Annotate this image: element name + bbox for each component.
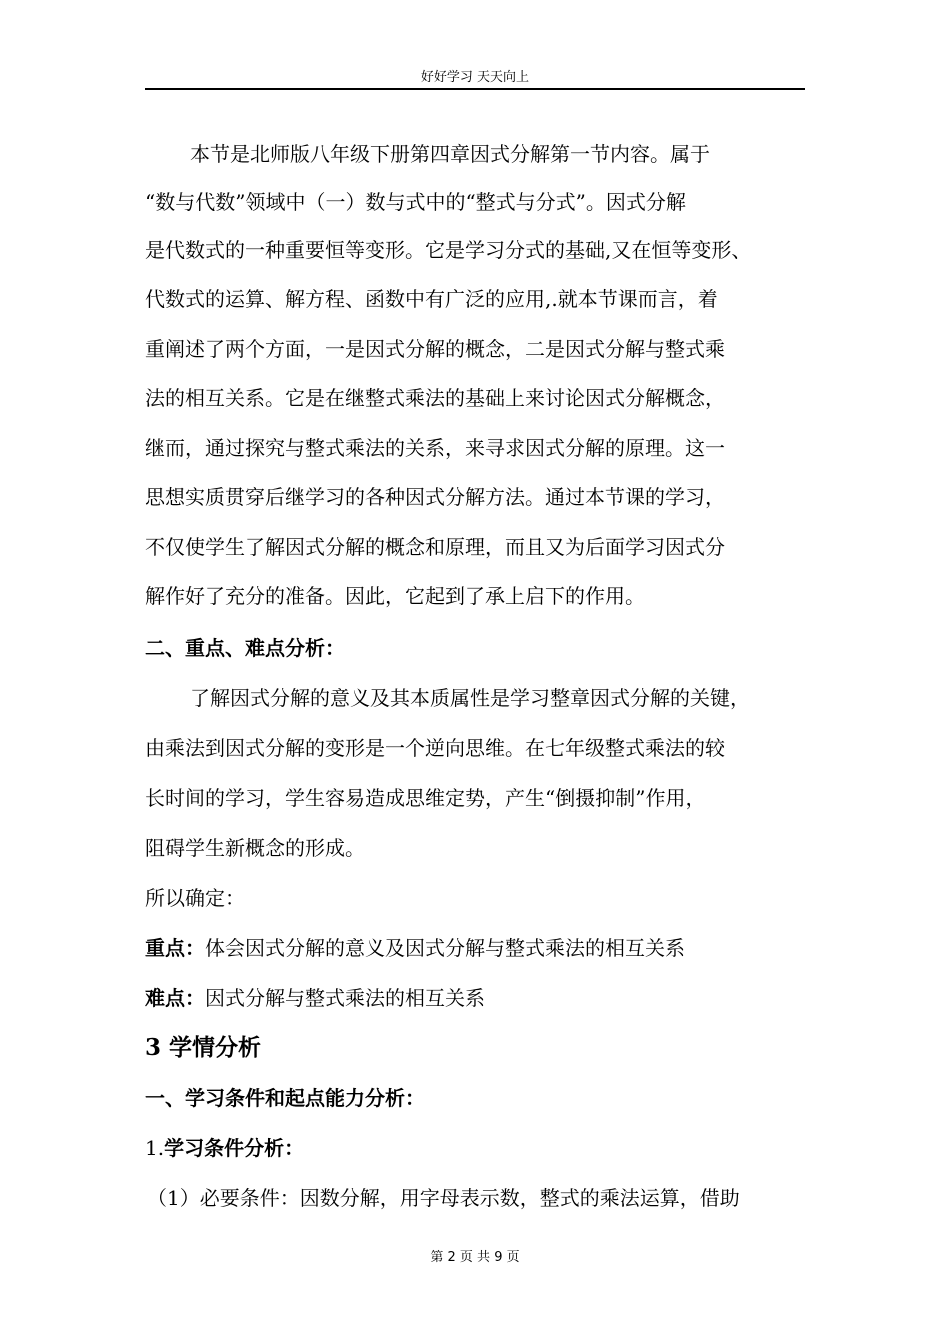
subsection-1-heading: 一、学习条件和起点能力分析：	[145, 1086, 425, 1110]
paragraph-2-line-4: 阻碍学生新概念的形成。	[145, 836, 365, 860]
paragraph-1-line-2: “数与代数”领域中（一）数与式中的“整式与分式”。因式分解	[145, 190, 686, 214]
paragraph-1-line-1: 本节是北师版八年级下册第四章因式分解第一节内容。属于	[190, 142, 710, 166]
keypoint-line	[145, 934, 825, 962]
subsection-1-1-line	[145, 1134, 825, 1162]
paragraph-1-line-10: 解作好了充分的准备。因此，它起到了承上启下的作用。	[145, 584, 645, 608]
paragraph-2-line-1: 了解因式分解的意义及其本质属性是学习整章因式分解的关键，	[190, 686, 750, 710]
paragraph-1-line-9: 不仅使学生了解因式分解的概念和原理，而且又为后面学习因式分	[145, 535, 725, 559]
page-header	[145, 68, 805, 90]
subsection-1-1-heading: 学习条件分析：	[164, 1136, 305, 1160]
item-1-text: （1）必要条件：因数分解，用字母表示数，整式的乘法运算，借助	[147, 1186, 740, 1210]
keypoint-text: 体会因式分解的意义及因式分解与整式乘法的相互关系	[205, 936, 685, 960]
paragraph-2-line-3: 长时间的学习，学生容易造成思维定势，产生“倒摄抑制”作用，	[145, 786, 706, 810]
section-2-heading: 二、重点、难点分析：	[145, 636, 345, 660]
page-footer	[0, 1248, 950, 1268]
difficulty-label: 难点：	[145, 986, 205, 1010]
paragraph-1-line-4: 代数式的运算、解方程、函数中有广泛的应用,.就本节课而言，着	[145, 287, 718, 311]
section-3-heading: 3 学情分析	[145, 1034, 262, 1061]
paragraph-1-line-3: 是代数式的一种重要恒等变形。它是学习分式的基础,又在恒等变形、	[145, 238, 752, 262]
paragraph-1-line-6: 法的相互关系。它是在继整式乘法的基础上来讨论因式分解概念，	[145, 386, 725, 410]
subsection-1-1-number: 1.	[145, 1136, 165, 1160]
difficulty-text: 因式分解与整式乘法的相互关系	[205, 986, 485, 1010]
conclusion-text: 所以确定：	[145, 886, 245, 910]
difficulty-line	[145, 984, 825, 1012]
header-text: 好好学习 天天向上	[420, 70, 530, 85]
page-number: 第 2 页 共 9 页	[430, 1250, 520, 1265]
paragraph-1-line-8: 思想实质贯穿后继学习的各种因式分解方法。通过本节课的学习，	[145, 485, 725, 509]
paragraph-2-line-2: 由乘法到因式分解的变形是一个逆向思维。在七年级整式乘法的较	[145, 736, 725, 760]
paragraph-1-line-7: 继而，通过探究与整式乘法的关系，来寻求因式分解的原理。这一	[145, 436, 725, 460]
paragraph-1-line-5: 重阐述了两个方面，一是因式分解的概念，二是因式分解与整式乘	[145, 337, 725, 361]
keypoint-label: 重点：	[145, 936, 205, 960]
